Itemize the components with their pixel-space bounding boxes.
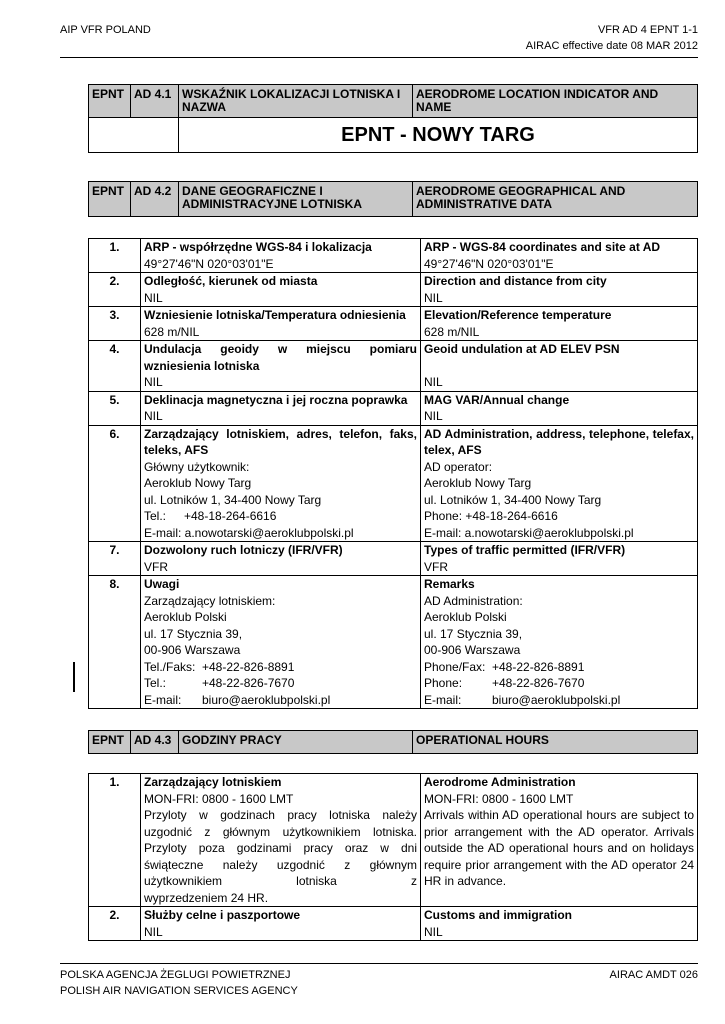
- phone-label: Tel.:: [144, 509, 167, 523]
- section-ad43-header: [88, 730, 698, 754]
- ad41-code: EPNT: [89, 85, 131, 118]
- admin-email-en: [424, 692, 694, 709]
- field-title-en: Types of traffic permitted (IFR/VFR): [424, 543, 626, 557]
- field-value-en: 628 m/NIL: [424, 324, 480, 339]
- operator-name-en: Aeroklub Nowy Targ: [424, 476, 532, 490]
- row-number: 1.: [89, 239, 141, 273]
- admin-name-en: Aeroklub Polski: [424, 610, 507, 624]
- field-value-en: 49°27'46"N 020°03'01"E: [424, 256, 554, 271]
- phone-value: +48-22-826-7670: [202, 676, 295, 690]
- aerodrome-name: EPNT - NOWY TARG: [179, 118, 698, 153]
- admin-fax-en: [424, 659, 694, 676]
- admin-label-pl: Zarządzający lotniskiem:: [144, 593, 276, 608]
- ad41-sub: AD 4.1: [131, 85, 179, 118]
- header-right-doc: VFR AD 4 EPNT 1-1: [597, 24, 698, 36]
- ad42-code: EPNT: [89, 182, 131, 217]
- field-value-pl: VFR: [144, 559, 168, 574]
- table-row: [89, 273, 698, 307]
- admin-street-pl: ul. 17 Stycznia 39,: [144, 626, 243, 641]
- field-title-pl: Zarządzający lotniskiem, adres, telefon, faks, teleks, AFS: [144, 426, 417, 457]
- section-ad41: [88, 84, 698, 153]
- field-title-en: Geoid undulation at AD ELEV PSN: [424, 342, 620, 356]
- header-left: AIP VFR POLAND: [60, 24, 151, 36]
- field-title-pl: Dozwolony ruch lotniczy (IFR/VFR): [144, 543, 343, 557]
- field-title-en: Elevation/Reference temperature: [424, 308, 612, 322]
- field-title-en: Customs and immigration: [424, 908, 573, 922]
- ad42-sub: AD 4.2: [131, 182, 179, 217]
- field-title-en: Aerodrome Administration: [424, 775, 576, 789]
- email-value: biuro@aeroklubpolski.pl: [202, 692, 331, 707]
- operator-address-pl: ul. Lotników 1, 34-400 Nowy Targ: [144, 492, 322, 507]
- field-title-en: Remarks: [424, 577, 475, 591]
- operator-label-en: AD operator:: [424, 459, 493, 474]
- row-number: 2.: [89, 907, 141, 941]
- table-row: [89, 425, 698, 542]
- footer-agency-pl: POLSKA AGENCJA ŻEGLUGI POWIETRZNEJ: [60, 969, 291, 981]
- admin-phone-pl: [144, 675, 417, 692]
- hours-en: MON-FRI: 0800 - 1600 LMT: [424, 791, 574, 806]
- field-title-pl: Undulacja geoidy w miejscu pomiaru wzniesienia lotniska: [144, 342, 417, 373]
- admin-street-en: ul. 17 Stycznia 39,: [424, 626, 523, 641]
- operator-address-en: ul. Lotników 1, 34-400 Nowy Targ: [424, 492, 602, 507]
- header-rule: [60, 57, 698, 58]
- field-title-pl: Wzniesienie lotniska/Temperatura odniesienia: [144, 308, 406, 322]
- operator-name-pl: Aeroklub Nowy Targ: [144, 476, 252, 490]
- admin-phone-en: [424, 675, 694, 692]
- hours-pl: MON-FRI: 0800 - 1600 LMT: [144, 791, 294, 806]
- row-number: 3.: [89, 307, 141, 341]
- phone-value: +48-18-264-6616: [184, 509, 277, 523]
- table-row: [89, 774, 698, 907]
- phone-label: Phone:: [424, 676, 463, 690]
- ad43-table: [88, 773, 698, 941]
- ad42-title-en: AERODROME GEOGRAPHICAL AND ADMINISTRATIVE DATA: [413, 182, 698, 217]
- ad43-sub: AD 4.3: [131, 731, 179, 754]
- ad43-code: EPNT: [89, 731, 131, 754]
- field-value-pl: NIL: [144, 924, 163, 939]
- field-value-pl: 49°27'46"N 020°03'01"E: [144, 256, 274, 271]
- fax-label: Phone/Fax:: [424, 659, 486, 674]
- footer-amdt: AIRAC AMDT 026: [609, 969, 698, 981]
- field-value-pl: 628 m/NIL: [144, 324, 200, 339]
- operator-label-pl: Główny użytkownik:: [144, 459, 250, 474]
- email-label: E-mail:: [424, 692, 462, 707]
- phone-value: +48-22-826-7670: [492, 676, 585, 690]
- admin-name-pl: Aeroklub Polski: [144, 610, 227, 624]
- operator-email-pl: E-mail: a.nowotarski@aeroklubpolski.pl: [144, 525, 354, 540]
- hours-note-pl: Przyloty w godzinach pracy lotniska należy uzgodnić z głównym użytkownikiem lotniska. Przyloty poza godzinami pracy oraz w dni świąteczne należy uzgodnić z głównym użytkownikiem lotniska z: [144, 808, 417, 888]
- table-row: [89, 307, 698, 341]
- field-title-en: AD Administration, address, telephone, telefax, telex, AFS: [424, 426, 694, 457]
- field-title-en: Direction and distance from city: [424, 274, 607, 288]
- field-value-en: NIL: [424, 290, 443, 305]
- ad41-title-pl: WSKAŹNIK LOKALIZACJI LOTNISKA I NAZWA: [179, 85, 413, 118]
- email-label: E-mail:: [144, 692, 182, 707]
- row-number: 1.: [89, 774, 141, 907]
- operator-phone-pl: [144, 508, 417, 525]
- field-title-pl: Służby celne i paszportowe: [144, 908, 301, 922]
- footer-agency-en: POLISH AIR NAVIGATION SERVICES AGENCY: [60, 985, 298, 997]
- field-value-pl: NIL: [144, 375, 163, 389]
- field-value-pl: NIL: [144, 290, 163, 305]
- hours-note-en: Arrivals within AD operational hours are subject to prior arrangement with the AD operator. Arrivals outside the AD operational hours and on holidays require prior arrangement with the AD operator 24 HR in advance.: [424, 808, 694, 888]
- table-row: [89, 391, 698, 425]
- row-number: 7.: [89, 542, 141, 576]
- admin-city-pl: 00-906 Warszawa: [144, 643, 241, 657]
- row-number: 2.: [89, 273, 141, 307]
- table-row: [89, 576, 698, 709]
- admin-email-pl: [144, 692, 417, 709]
- ad42-table: [88, 238, 698, 709]
- table-row: [89, 542, 698, 576]
- field-title-pl: Zarządzający lotniskiem: [144, 775, 282, 789]
- operator-email-en: E-mail: a.nowotarski@aeroklubpolski.pl: [424, 525, 634, 540]
- section-ad42-header: [88, 181, 698, 217]
- field-title-pl: ARP - współrzędne WGS-84 i lokalizacja: [144, 240, 372, 254]
- email-value: biuro@aeroklubpolski.pl: [492, 692, 621, 707]
- ad41-title-en: AERODROME LOCATION INDICATOR AND NAME: [413, 85, 698, 118]
- fax-value: +48-22-826-8891: [202, 659, 295, 674]
- table-row: [89, 341, 698, 392]
- change-bar: [73, 662, 75, 692]
- fax-value: +48-22-826-8891: [492, 659, 585, 674]
- admin-city-en: 00-906 Warszawa: [424, 643, 521, 657]
- field-value-pl: NIL: [144, 409, 163, 423]
- row-number: 4.: [89, 341, 141, 392]
- fax-label: Tel./Faks:: [144, 659, 196, 674]
- field-value-en: VFR: [424, 559, 448, 574]
- phone-label: Tel.:: [144, 676, 167, 690]
- ad43-title-en: OPERATIONAL HOURS: [413, 731, 698, 754]
- admin-label-en: AD Administration:: [424, 593, 523, 608]
- field-value-en: NIL: [424, 924, 443, 939]
- admin-fax-pl: [144, 659, 417, 676]
- footer-rule: [60, 963, 698, 964]
- field-title-pl: Odległość, kierunek od miasta: [144, 274, 318, 288]
- table-row: [89, 239, 698, 273]
- hours-note-pl-end: wyprzedzeniem 24 HR.: [144, 890, 269, 905]
- operator-phone-en: Phone: +48-18-264-6616: [424, 509, 558, 523]
- field-title-en: MAG VAR/Annual change: [424, 392, 570, 407]
- ad43-title-pl: GODZINY PRACY: [179, 731, 413, 754]
- row-number: 6.: [89, 425, 141, 542]
- row-number: 5.: [89, 391, 141, 425]
- field-title-en: ARP - WGS-84 coordinates and site at AD: [424, 240, 661, 254]
- ad42-title-pl: DANE GEOGRAFICZNE I ADMINISTRACYJNE LOTNISKA: [179, 182, 413, 217]
- field-title-pl: Deklinacja magnetyczna i jej roczna poprawka: [144, 392, 408, 407]
- ad41-blank: [89, 118, 179, 153]
- field-title-pl: Uwagi: [144, 577, 180, 591]
- field-value-en: NIL: [424, 375, 443, 389]
- table-row: [89, 907, 698, 941]
- field-value-en: NIL: [424, 409, 443, 423]
- row-number: 8.: [89, 576, 141, 709]
- header-right-date: AIRAC effective date 08 MAR 2012: [525, 40, 698, 52]
